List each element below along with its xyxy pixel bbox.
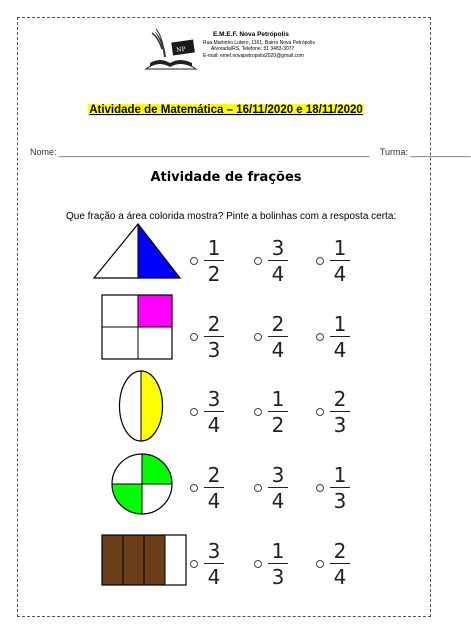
fraction: 1 4 <box>330 313 350 361</box>
radio-button[interactable] <box>190 257 198 265</box>
q1-option-2[interactable] <box>254 237 304 287</box>
q4-option-3[interactable] <box>316 464 366 514</box>
q2-option-1[interactable] <box>190 313 240 363</box>
svg-text:NP: NP <box>175 45 187 54</box>
name-field[interactable]: Nome: ______________________________________________________________ <box>30 147 370 157</box>
fraction: 1 2 <box>204 237 224 285</box>
square-shape <box>101 294 173 360</box>
q5-option-1[interactable] <box>190 540 240 590</box>
school-email: E-mail: emef.novapetropolis2020@gmail.com <box>203 52 304 59</box>
school-phone: Alvorada/RS, Telefone: 51 3483-3077 <box>211 46 295 53</box>
radio-button[interactable] <box>254 333 262 341</box>
q5-option-2[interactable] <box>254 540 304 590</box>
fraction: 2 4 <box>204 464 224 512</box>
fraction: 3 4 <box>204 540 224 588</box>
activity-title <box>0 100 452 118</box>
q3-option-2[interactable] <box>254 388 304 438</box>
q1-option-3[interactable] <box>316 237 366 287</box>
radio-button[interactable] <box>254 408 262 416</box>
fraction: 2 4 <box>268 313 288 361</box>
page-heading: Atividade de frações <box>150 170 302 185</box>
school-address: Rua Martinho Lutero, 1161, Bairro Nova Petrópolis <box>203 40 315 47</box>
radio-button[interactable] <box>316 408 324 416</box>
radio-button[interactable] <box>316 560 324 568</box>
q4-option-2[interactable] <box>254 464 304 514</box>
q4-option-1[interactable] <box>190 464 240 514</box>
radio-button[interactable] <box>254 560 262 568</box>
q3-option-3[interactable] <box>316 388 366 438</box>
fraction: 2 3 <box>330 388 350 436</box>
rectangle-shape <box>101 534 187 586</box>
q1-option-1[interactable] <box>190 237 240 287</box>
radio-button[interactable] <box>190 484 198 492</box>
fraction: 1 2 <box>268 388 288 436</box>
circle-shape <box>110 452 174 516</box>
activity-title-text: Atividade de Matemática – 16/11/2020 e 18/11/2020 <box>89 104 363 116</box>
fraction: 2 3 <box>204 313 224 361</box>
fraction: 3 4 <box>204 388 224 436</box>
radio-button[interactable] <box>254 257 262 265</box>
school-name: E.M.E.F. Nova Petrópolis <box>213 31 289 38</box>
square-colored-part <box>138 295 172 327</box>
q3-option-1[interactable] <box>190 388 240 438</box>
fraction: 3 4 <box>268 237 288 285</box>
fraction: 1 4 <box>330 237 350 285</box>
school-logo <box>142 27 202 71</box>
fraction: 2 4 <box>330 540 350 588</box>
fraction: 1 3 <box>330 464 350 512</box>
radio-button[interactable] <box>190 560 198 568</box>
rectangle-colored-part <box>102 535 165 585</box>
radio-button[interactable] <box>316 333 324 341</box>
q2-option-2[interactable] <box>254 313 304 363</box>
fraction: 1 3 <box>268 540 288 588</box>
class-field[interactable]: Turma: ____________ <box>379 147 471 157</box>
q5-option-3[interactable] <box>316 540 366 590</box>
radio-button[interactable] <box>190 408 198 416</box>
radio-button[interactable] <box>316 257 324 265</box>
radio-button[interactable] <box>254 484 262 492</box>
name-row <box>30 147 471 157</box>
instruction-text: Que fração a área colorida mostra? Pinte a bolinhas com a resposta certa: <box>66 211 397 222</box>
triangle-shape <box>92 222 182 280</box>
school-info <box>203 32 323 59</box>
oval-shape <box>118 370 164 442</box>
radio-button[interactable] <box>190 333 198 341</box>
radio-button[interactable] <box>316 484 324 492</box>
oval-colored-part <box>141 371 163 441</box>
fraction: 3 4 <box>268 464 288 512</box>
q2-option-3[interactable] <box>316 313 366 363</box>
